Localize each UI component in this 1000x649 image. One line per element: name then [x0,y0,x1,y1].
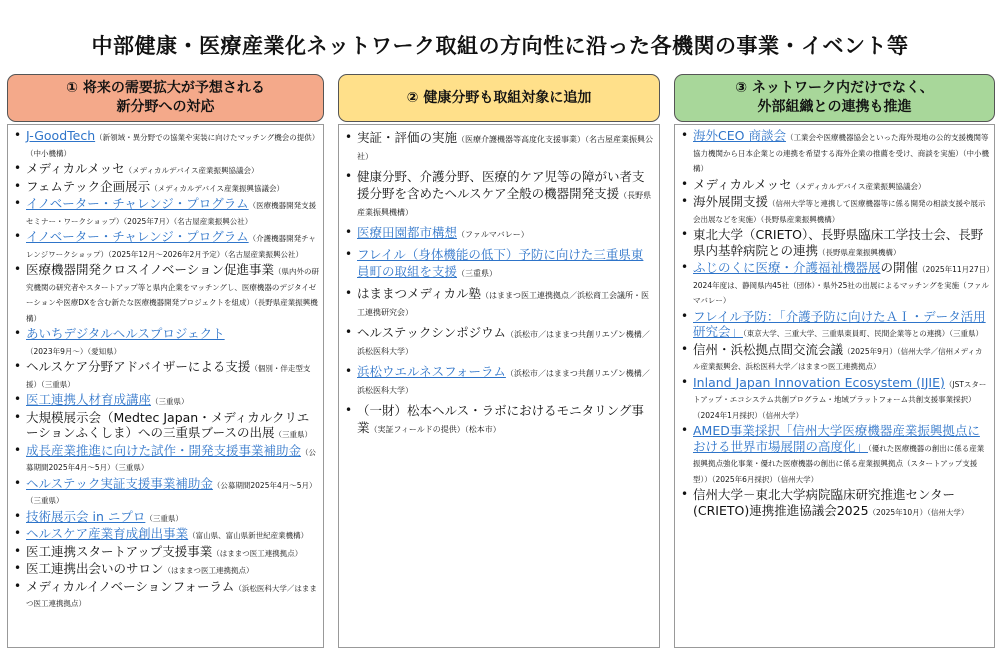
item-note: （はままつ医工連携拠点） [163,566,254,575]
list-item [12,179,319,195]
list-item [12,128,319,159]
item-note: （三重県） [145,513,183,523]
list-item [343,246,655,280]
item-link[interactable]: 成長産業推進に向けた試作・開発支援事業補助金 [26,442,302,458]
item-link[interactable]: AMED事業採択「信州大学医療機器産業振興拠点における世界市場展開の高度化」 [693,423,980,454]
item-note: （優れた医療機器の創出に係る産業振興拠点強化事業・優れた医療機器の創出に係る産業振興拠点（スタートアップ支援型））（2025年6月採択）（信州大学） [693,443,985,484]
item-note: （2025年9月）（信州大学／信州メディカル産業振興会、浜松医科大学／はままつ医工連携拠点） [693,346,983,371]
item-link[interactable]: フレイル予防：「介護予防に向けたＡＩ・データ活用研究会」 [693,308,986,339]
item-note: （公募期間2025年4月～5月）（三重県） [26,447,317,472]
item-title: 健康分野、介護分野、医療的ケア児等の障がい者支援分野を含めたヘルスケア全般の機器開発支援 [357,169,645,201]
item-link[interactable]: ヘルステック実証支援事業補助金 [26,475,213,491]
list-item [343,285,655,319]
item-title: 信州・浜松拠点間交流会議 [693,341,844,357]
list-item [12,476,319,507]
item-note: （医療機器開発支援セミナー・ワークショップ）（2025年7月）（名古屋産業振興公社） [26,201,317,226]
list-item [679,423,990,485]
item-link[interactable]: イノベーター・チャレンジ・プログラム [26,229,249,244]
list-item [679,375,990,422]
item-note: （個別・伴走型支援）（三重県） [26,364,311,389]
column-list-1 [7,124,324,648]
item-note: （三重県） [151,397,189,406]
item-note: （信州大学等と連携して医療機器等に係る開発の相談支援や展示会出展などを実施）（長野県産業振興機構） [693,199,986,224]
list-item [343,402,655,436]
column-list-2 [338,124,660,648]
item-title: 東北大学（CRIETO）、長野県臨床工学技士会、長野県内基幹病院との連携 [693,227,984,258]
item-note: （三重県） [274,430,313,439]
item-note: （メディカルデバイス産業振興協議会） [791,181,926,191]
item-link[interactable]: あいちデジタルヘルスプロジェクト [26,326,225,341]
item-note: （浜松市／はままつ共創リエゾン機構／浜松医科大学） [357,330,650,356]
list-item [12,359,319,390]
item-link[interactable]: ふじのくに医療・介護福祉機器展 [693,260,881,275]
header-line: 外部組織との連携も推進 [757,99,912,115]
list-item [12,262,319,324]
item-note: （2025年10月）（信州大学） [868,507,969,517]
item-note: （県内外の研究機関の研究者やスタートアップ等と県内企業をマッチングし、医療機器のデジタイゼーションや医療DXを含む新たな医療機器開発プロジェクトを組成）（長野県産業振興機構） [26,267,320,323]
item-note: （実証フィールドの提供）（松本市） [369,425,501,434]
item-title: （一財）松本ヘルス・ラボにおけるモニタリング事業 [357,403,644,435]
item-link[interactable]: Inland Japan Innovation Ecosystem (IJIE) [693,374,945,390]
item-title: ヘルステックシンポジウム [357,325,506,340]
item-title: メディカルイノベーションフォーラム [26,578,235,594]
item-note: （東京大学、三重大学、三重県東員町、民間企業等との連携）（三重県） [743,329,984,338]
item-link[interactable]: 技術展示会 in ニプロ [26,508,146,524]
list-item [679,309,990,340]
item-title-suffix: の開催 [880,260,919,275]
item-note: （浜松医科大学／はままつ医工連携拠点） [26,583,317,608]
item-title: メディカルメッセ [693,176,792,192]
item-note: （介護機器開発チャレンジワークショップ）（2025年12月～2026年2月予定）（名古屋産業振興公社） [26,234,316,259]
column-list-3 [674,124,995,648]
list-item [343,168,655,219]
item-title: 海外展開支援 [693,194,769,209]
column-header-3 [674,74,995,122]
item-title: 実証・評価の実施 [357,130,458,145]
list-item [12,544,319,560]
list-item [12,196,319,227]
item-note: （2025年11月27日）2024年度は、静岡県内45社（団体）・県外25社の出展によるマッチングを実施（ファルマバレー） [693,265,990,305]
list-item [679,342,990,373]
item-note: （医療介護機器等高度化支援事業）（名古屋産業振興公社） [357,135,654,161]
item-note: （メディカルデバイス産業振興協議会） [150,183,285,193]
list-item [343,224,655,241]
column-header-2 [338,74,660,122]
item-title: ヘルスケア分野アドバイザーによる支援 [26,359,251,374]
list-item [679,487,990,518]
item-title: 大規模展示会（Medtec Japan・メディカルクリエーションふくしま）への三重県ブースの出展 [26,409,310,440]
list-item [12,526,319,542]
item-note: （長野県産業振興機構） [357,191,652,217]
page-title: 中部健康・医療産業化ネットワーク取組の方向性に沿った各機関の事業・イベント等 [91,34,909,58]
item-note: （浜松市／はままつ共創リエゾン機構／浜松医科大学） [357,369,650,395]
header-line: ① 将来の需要拡大が予想される [66,80,265,96]
item-link[interactable]: ヘルスケア産業育成創出事業 [26,526,189,541]
item-note: （メディカルデバイス産業振興協議会） [124,166,259,175]
list-item [343,324,655,358]
list-item [679,227,990,258]
item-note: （はままつ医工連携拠点／浜松商工会議所・医工連携研究会） [357,291,650,317]
list-item [12,161,319,177]
item-link[interactable]: 海外CEO 商談会 [693,128,786,143]
list-item [679,177,990,193]
list-item [12,410,319,441]
item-note: （工業会や医療機器協会といった海外現地の公的支援機関等協力機関から日本企業との連携を希望する海外企業の推薦を受け、商談を実施）（中小機構） [693,133,989,173]
item-note: （2023年9月～）（愛知県） [26,346,122,356]
item-title: 医工連携出会いのサロン [26,561,164,576]
item-title: 信州大学－東北大学病院臨床研究推進センター(CRIETO)連携推進協議会2025 [693,487,956,518]
list-item [12,443,319,474]
list-item [12,561,319,577]
header-line: 新分野への対応 [116,99,215,115]
item-title: 医工連携スタートアップ支援事業 [26,543,213,559]
item-note: （長野県産業振興機構） [818,247,901,257]
item-title: メディカルメッセ [26,161,125,176]
item-note: （富山県、富山県新世紀産業機構） [188,531,309,540]
item-link[interactable]: 医療田園都市構想 [357,225,458,240]
list-item [679,194,990,225]
list-item [12,579,319,610]
header-line: ② 健康分野も取組対象に追加 [406,89,592,106]
item-link[interactable]: 浜松ウエルネスフォーラム [357,364,506,379]
item-title: はままつメディカル塾 [357,286,482,301]
item-note: （ファルマバレー） [457,230,529,239]
item-title: 医療機器開発クロスイノベーション促進事業 [26,262,275,277]
list-item [343,363,655,397]
list-item [12,392,319,408]
item-title: フェムテック企画展示 [26,178,151,194]
header-line: ③ ネットワーク内だけでなく、 [735,80,934,96]
list-item [12,326,319,357]
list-item [343,129,655,163]
item-note: （三重県） [457,269,498,278]
item-note: （JSTスタートアップ・エコシステム共創プログラム・地域プラットフォーム共創支援事業採択）（2024年1月採択）（信州大学） [693,379,987,420]
list-item [679,260,990,307]
list-item [679,128,990,175]
item-link[interactable]: J-GoodTech [26,128,96,143]
list-item [12,229,319,260]
item-note: （公募期間2025年4月～5月）（三重県） [26,480,317,505]
list-item [12,509,319,525]
item-note: （はままつ医工連携拠点） [212,548,303,558]
item-link[interactable]: イノベーター・チャレンジ・プログラム [26,196,249,211]
column-header-1 [7,74,324,122]
item-note: （新領域・異分野での協業や実装に向けたマッチング機会の提供）（中小機構） [26,133,316,158]
item-link[interactable]: フレイル（身体機能の低下）予防に向けた三重県東員町の取組を支援 [357,247,644,279]
item-link[interactable]: 医工連携人材育成講座 [26,392,152,407]
